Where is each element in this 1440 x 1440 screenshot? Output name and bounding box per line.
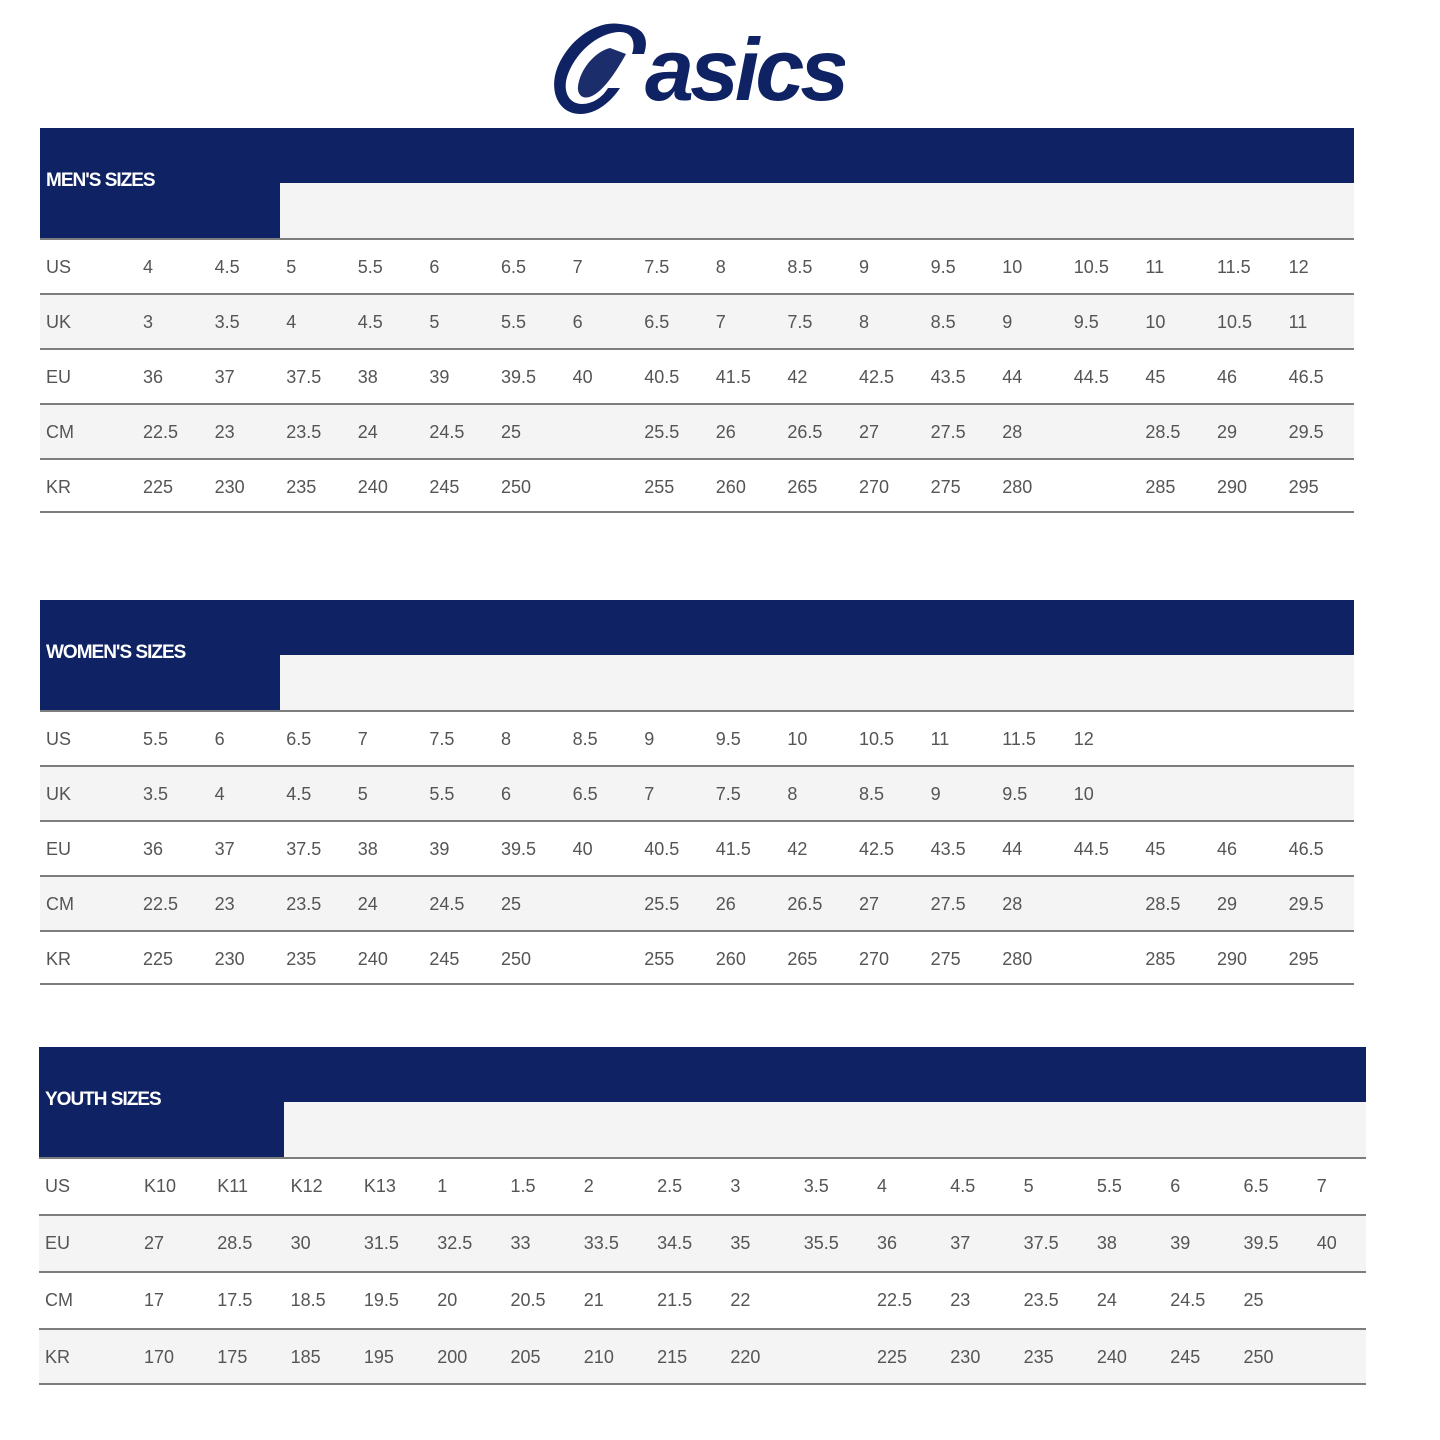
asics-logo	[550, 18, 845, 118]
size-cell: 5.5	[143, 729, 169, 749]
size-cell: 5	[286, 257, 297, 277]
size-cell: 185	[290, 1347, 321, 1367]
size-cell: 205	[510, 1347, 541, 1367]
size-cell: 36	[877, 1233, 898, 1253]
size-cell: 17	[144, 1290, 165, 1310]
size-cell: 25	[501, 894, 522, 914]
size-cell: 5	[1023, 1176, 1034, 1196]
row-label: CM	[46, 894, 74, 914]
size-cell: 7.5	[787, 312, 813, 332]
table-row	[40, 348, 1354, 403]
size-cell: K13	[363, 1176, 396, 1196]
size-cell: 260	[715, 949, 746, 969]
table-row	[40, 458, 1354, 513]
size-cell: 7	[1316, 1176, 1327, 1196]
size-cell: 260	[715, 477, 746, 497]
size-cell: 6.5	[1243, 1176, 1269, 1196]
asics-wordmark: asics	[645, 20, 845, 118]
size-cell: 10.5	[859, 729, 895, 749]
table-row	[40, 820, 1354, 875]
size-cell: 5.5	[357, 257, 383, 277]
size-cell: 5.5	[1096, 1176, 1122, 1196]
table-row	[40, 403, 1354, 458]
size-cell: 220	[730, 1347, 761, 1367]
size-cell: 245	[1170, 1347, 1201, 1367]
size-cell: 37	[950, 1233, 971, 1253]
size-cell: 3.5	[143, 784, 169, 804]
size-cell: 22.5	[877, 1290, 913, 1310]
size-cell: 8	[859, 312, 870, 332]
row-label: US	[46, 729, 72, 749]
size-cell: 25	[1243, 1290, 1264, 1310]
size-cell: 46.5	[1288, 367, 1324, 387]
size-cell: 29	[1217, 422, 1238, 442]
size-cell: 270	[859, 949, 890, 969]
size-cell: 36	[143, 839, 164, 859]
size-cell: 18.5	[290, 1290, 326, 1310]
table-title: MEN'S SIZES	[46, 170, 155, 191]
row-label: CM	[46, 422, 74, 442]
size-cell: 255	[644, 949, 675, 969]
size-cell: 28	[1002, 894, 1023, 914]
size-cell: 280	[1002, 949, 1033, 969]
size-cell: 26	[715, 894, 736, 914]
size-cell: 6	[214, 729, 225, 749]
size-cell: 4.5	[357, 312, 383, 332]
size-cell: 215	[657, 1347, 688, 1367]
table-title: YOUTH SIZES	[45, 1089, 161, 1110]
size-cell: 22.5	[143, 422, 179, 442]
size-cell: 5.5	[501, 312, 527, 332]
table-title: WOMEN'S SIZES	[46, 642, 186, 663]
size-cell: 265	[787, 949, 818, 969]
size-cell: 23	[214, 894, 235, 914]
size-cell: 4.5	[286, 784, 312, 804]
size-cell: 11	[1288, 312, 1308, 332]
size-cell: 41.5	[715, 839, 751, 859]
size-cell: 7	[572, 257, 583, 277]
row-label: UK	[46, 312, 72, 332]
size-cell: 39	[1170, 1233, 1191, 1253]
row-label: KR	[45, 1347, 71, 1367]
size-cell: 23.5	[286, 422, 322, 442]
row-label: EU	[46, 367, 72, 387]
size-cell: 31.5	[363, 1233, 399, 1253]
size-cell: 6	[572, 312, 583, 332]
size-cell: 26	[715, 422, 736, 442]
size-cell: 23	[214, 422, 235, 442]
size-cell: 40.5	[644, 367, 680, 387]
size-cell: 275	[930, 949, 961, 969]
size-cell: 170	[144, 1347, 175, 1367]
size-cell: 41.5	[715, 367, 751, 387]
size-cell: 39.5	[501, 839, 537, 859]
size-cell: 9	[1002, 312, 1013, 332]
size-cell: 42	[787, 367, 808, 387]
size-cell: 37.5	[286, 367, 322, 387]
size-cell: 290	[1217, 949, 1248, 969]
size-cell: 11	[1145, 257, 1165, 277]
size-cell: 285	[1145, 477, 1176, 497]
size-cell: 7	[357, 729, 368, 749]
table-row	[40, 875, 1354, 930]
row-label: UK	[46, 784, 72, 804]
size-cell: 10	[1002, 257, 1023, 277]
size-cell: 9.5	[1002, 784, 1028, 804]
size-cell: 12	[1073, 729, 1094, 749]
size-cell: 24.5	[1170, 1290, 1206, 1310]
header-gap	[280, 183, 1354, 238]
size-cell: 250	[1243, 1347, 1274, 1367]
size-cell: 225	[877, 1347, 908, 1367]
size-cell: 11	[930, 729, 950, 749]
size-cell: 45	[1145, 367, 1166, 387]
size-cell: 230	[214, 949, 245, 969]
size-cell: 43.5	[930, 367, 966, 387]
table-row	[39, 1328, 1366, 1385]
size-cell: 4	[286, 312, 297, 332]
size-table	[40, 128, 1354, 513]
size-cell: 4	[143, 257, 154, 277]
size-cell: 25.5	[644, 422, 680, 442]
size-cell: 10.5	[1217, 312, 1253, 332]
size-cell: 8	[715, 257, 726, 277]
size-cell: 6.5	[501, 257, 527, 277]
size-cell: 1.5	[510, 1176, 536, 1196]
size-cell: 175	[217, 1347, 248, 1367]
size-cell: 22.5	[143, 894, 179, 914]
size-cell: 27	[144, 1233, 165, 1253]
table-row	[40, 765, 1354, 820]
size-cell: 255	[644, 477, 675, 497]
size-cell: 28.5	[1145, 894, 1181, 914]
table-row	[39, 1157, 1366, 1214]
size-cell: 28.5	[217, 1233, 253, 1253]
size-cell: 42.5	[859, 367, 895, 387]
size-cell: 26.5	[787, 894, 823, 914]
size-cell: 45	[1145, 839, 1166, 859]
table-row	[39, 1214, 1366, 1271]
size-cell: 2.5	[657, 1176, 683, 1196]
size-cell: 25	[501, 422, 522, 442]
size-cell: 6.5	[286, 729, 312, 749]
size-cell: 8	[787, 784, 798, 804]
size-cell: 27.5	[930, 894, 966, 914]
size-cell: 210	[583, 1347, 614, 1367]
size-cell: 38	[357, 367, 378, 387]
size-cell: 9	[930, 784, 941, 804]
size-cell: K10	[144, 1176, 177, 1196]
size-cell: 8.5	[787, 257, 813, 277]
size-cell: 195	[363, 1347, 394, 1367]
row-label: US	[45, 1176, 71, 1196]
size-cell: 235	[286, 477, 317, 497]
size-cell: K11	[217, 1176, 248, 1196]
size-cell: 225	[143, 949, 174, 969]
row-label: EU	[46, 839, 72, 859]
size-cell: 4.5	[950, 1176, 976, 1196]
size-cell: 3	[143, 312, 154, 332]
size-cell: 40.5	[644, 839, 680, 859]
table-row	[40, 238, 1354, 293]
table-row	[40, 293, 1354, 348]
table-header-band	[40, 128, 1354, 238]
table-header-band	[40, 600, 1354, 710]
size-cell: 12	[1288, 257, 1309, 277]
table-row	[40, 710, 1354, 765]
size-cell: 43.5	[930, 839, 966, 859]
size-cell: 40	[572, 367, 593, 387]
size-cell: 25.5	[644, 894, 680, 914]
size-cell: 9.5	[930, 257, 956, 277]
size-cell: 265	[787, 477, 818, 497]
size-cell: 39	[429, 367, 450, 387]
size-cell: 39.5	[501, 367, 537, 387]
size-cell: 36	[143, 367, 164, 387]
size-cell: 9	[859, 257, 870, 277]
size-cell: 10	[1073, 784, 1094, 804]
size-cell: 17.5	[217, 1290, 253, 1310]
size-cell: 46	[1217, 367, 1238, 387]
size-cell: 22	[730, 1290, 751, 1310]
size-cell: 19.5	[363, 1290, 399, 1310]
size-cell: 38	[1096, 1233, 1117, 1253]
size-cell: 6	[501, 784, 512, 804]
size-cell: 235	[1023, 1347, 1054, 1367]
size-cell: 3.5	[214, 312, 240, 332]
size-cell: 4	[877, 1176, 888, 1196]
size-cell: 32.5	[437, 1233, 473, 1253]
size-cell: 270	[859, 477, 890, 497]
size-cell: 200	[437, 1347, 468, 1367]
size-cell: 46	[1217, 839, 1238, 859]
size-cell: 29.5	[1288, 894, 1324, 914]
size-cell: 4.5	[214, 257, 240, 277]
row-label: KR	[46, 949, 72, 969]
header-gap	[280, 655, 1354, 710]
size-cell: 295	[1288, 477, 1319, 497]
size-cell: 11.5	[1002, 729, 1036, 749]
size-cell: 7	[644, 784, 655, 804]
size-cell: 290	[1217, 477, 1248, 497]
size-cell: 35.5	[803, 1233, 839, 1253]
size-cell: 27	[859, 894, 880, 914]
table-row	[40, 930, 1354, 985]
size-cell: 225	[143, 477, 174, 497]
size-cell: 44	[1002, 839, 1023, 859]
size-cell: 3	[730, 1176, 741, 1196]
size-cell: 5.5	[429, 784, 455, 804]
size-cell: 6.5	[572, 784, 598, 804]
size-cell: 29.5	[1288, 422, 1324, 442]
size-cell: 23.5	[1023, 1290, 1059, 1310]
size-cell: 39.5	[1243, 1233, 1279, 1253]
size-cell: 8	[501, 729, 512, 749]
size-cell: 24.5	[429, 422, 465, 442]
size-cell: 24	[357, 422, 378, 442]
size-cell: 285	[1145, 949, 1176, 969]
size-cell: 7.5	[429, 729, 455, 749]
size-cell: 40	[1316, 1233, 1337, 1253]
size-cell: 6	[429, 257, 440, 277]
size-cell: 42	[787, 839, 808, 859]
size-cell: 280	[1002, 477, 1033, 497]
header-gap	[284, 1102, 1366, 1157]
size-cell: 245	[429, 949, 460, 969]
table-row	[39, 1271, 1366, 1328]
size-cell: 9	[644, 729, 655, 749]
size-cell: 9.5	[715, 729, 741, 749]
size-cell: 9.5	[1073, 312, 1099, 332]
size-cell: 42.5	[859, 839, 895, 859]
size-cell: 10.5	[1073, 257, 1109, 277]
row-label: EU	[45, 1233, 71, 1253]
size-cell: 33	[510, 1233, 531, 1253]
size-cell: 24	[1096, 1290, 1117, 1310]
size-cell: 27	[859, 422, 880, 442]
size-cell: K12	[290, 1176, 323, 1196]
asics-logo-mark	[550, 18, 845, 118]
size-cell: 20.5	[510, 1290, 546, 1310]
size-cell: 24	[357, 894, 378, 914]
size-cell: 10	[787, 729, 808, 749]
size-cell: 21.5	[657, 1290, 693, 1310]
size-cell: 250	[501, 477, 532, 497]
size-cell: 8.5	[572, 729, 598, 749]
size-cell: 4	[214, 784, 225, 804]
size-cell: 11.5	[1217, 257, 1251, 277]
size-cell: 250	[501, 949, 532, 969]
size-cell: 33.5	[583, 1233, 619, 1253]
size-cell: 34.5	[657, 1233, 693, 1253]
size-cell: 295	[1288, 949, 1319, 969]
size-cell: 23.5	[286, 894, 322, 914]
table-header-band	[39, 1047, 1366, 1157]
size-cell: 7.5	[715, 784, 741, 804]
size-cell: 230	[950, 1347, 981, 1367]
size-cell: 46.5	[1288, 839, 1324, 859]
row-label: KR	[46, 477, 72, 497]
size-cell: 30	[290, 1233, 311, 1253]
size-cell: 27.5	[930, 422, 966, 442]
size-cell: 28.5	[1145, 422, 1181, 442]
size-cell: 3.5	[803, 1176, 829, 1196]
size-cell: 29	[1217, 894, 1238, 914]
size-cell: 240	[357, 477, 388, 497]
size-cell: 230	[214, 477, 245, 497]
size-cell: 6.5	[644, 312, 670, 332]
size-cell: 24.5	[429, 894, 465, 914]
size-cell: 23	[950, 1290, 971, 1310]
size-table	[40, 600, 1354, 985]
size-cell: 5	[429, 312, 440, 332]
size-cell: 8.5	[930, 312, 956, 332]
size-cell: 28	[1002, 422, 1023, 442]
size-cell: 7.5	[644, 257, 670, 277]
size-cell: 5	[357, 784, 368, 804]
row-label: CM	[45, 1290, 73, 1310]
size-table	[39, 1047, 1366, 1385]
size-cell: 44.5	[1073, 839, 1109, 859]
size-cell: 7	[715, 312, 726, 332]
size-cell: 44	[1002, 367, 1023, 387]
size-cell: 21	[583, 1290, 604, 1310]
size-cell: 39	[429, 839, 450, 859]
size-cell: 38	[357, 839, 378, 859]
size-cell: 37.5	[286, 839, 322, 859]
size-cell: 240	[357, 949, 388, 969]
size-cell: 40	[572, 839, 593, 859]
size-cell: 1	[437, 1176, 448, 1196]
size-cell: 37	[214, 839, 235, 859]
size-cell: 6	[1170, 1176, 1181, 1196]
size-cell: 10	[1145, 312, 1166, 332]
size-cell: 275	[930, 477, 961, 497]
size-cell: 26.5	[787, 422, 823, 442]
size-cell: 235	[286, 949, 317, 969]
size-cell: 8.5	[859, 784, 885, 804]
size-cell: 2	[583, 1176, 594, 1196]
row-label: US	[46, 257, 72, 277]
size-cell: 20	[437, 1290, 458, 1310]
size-cell: 44.5	[1073, 367, 1109, 387]
size-cell: 37.5	[1023, 1233, 1059, 1253]
size-cell: 37	[214, 367, 235, 387]
size-cell: 245	[429, 477, 460, 497]
size-cell: 35	[730, 1233, 751, 1253]
size-cell: 240	[1096, 1347, 1127, 1367]
